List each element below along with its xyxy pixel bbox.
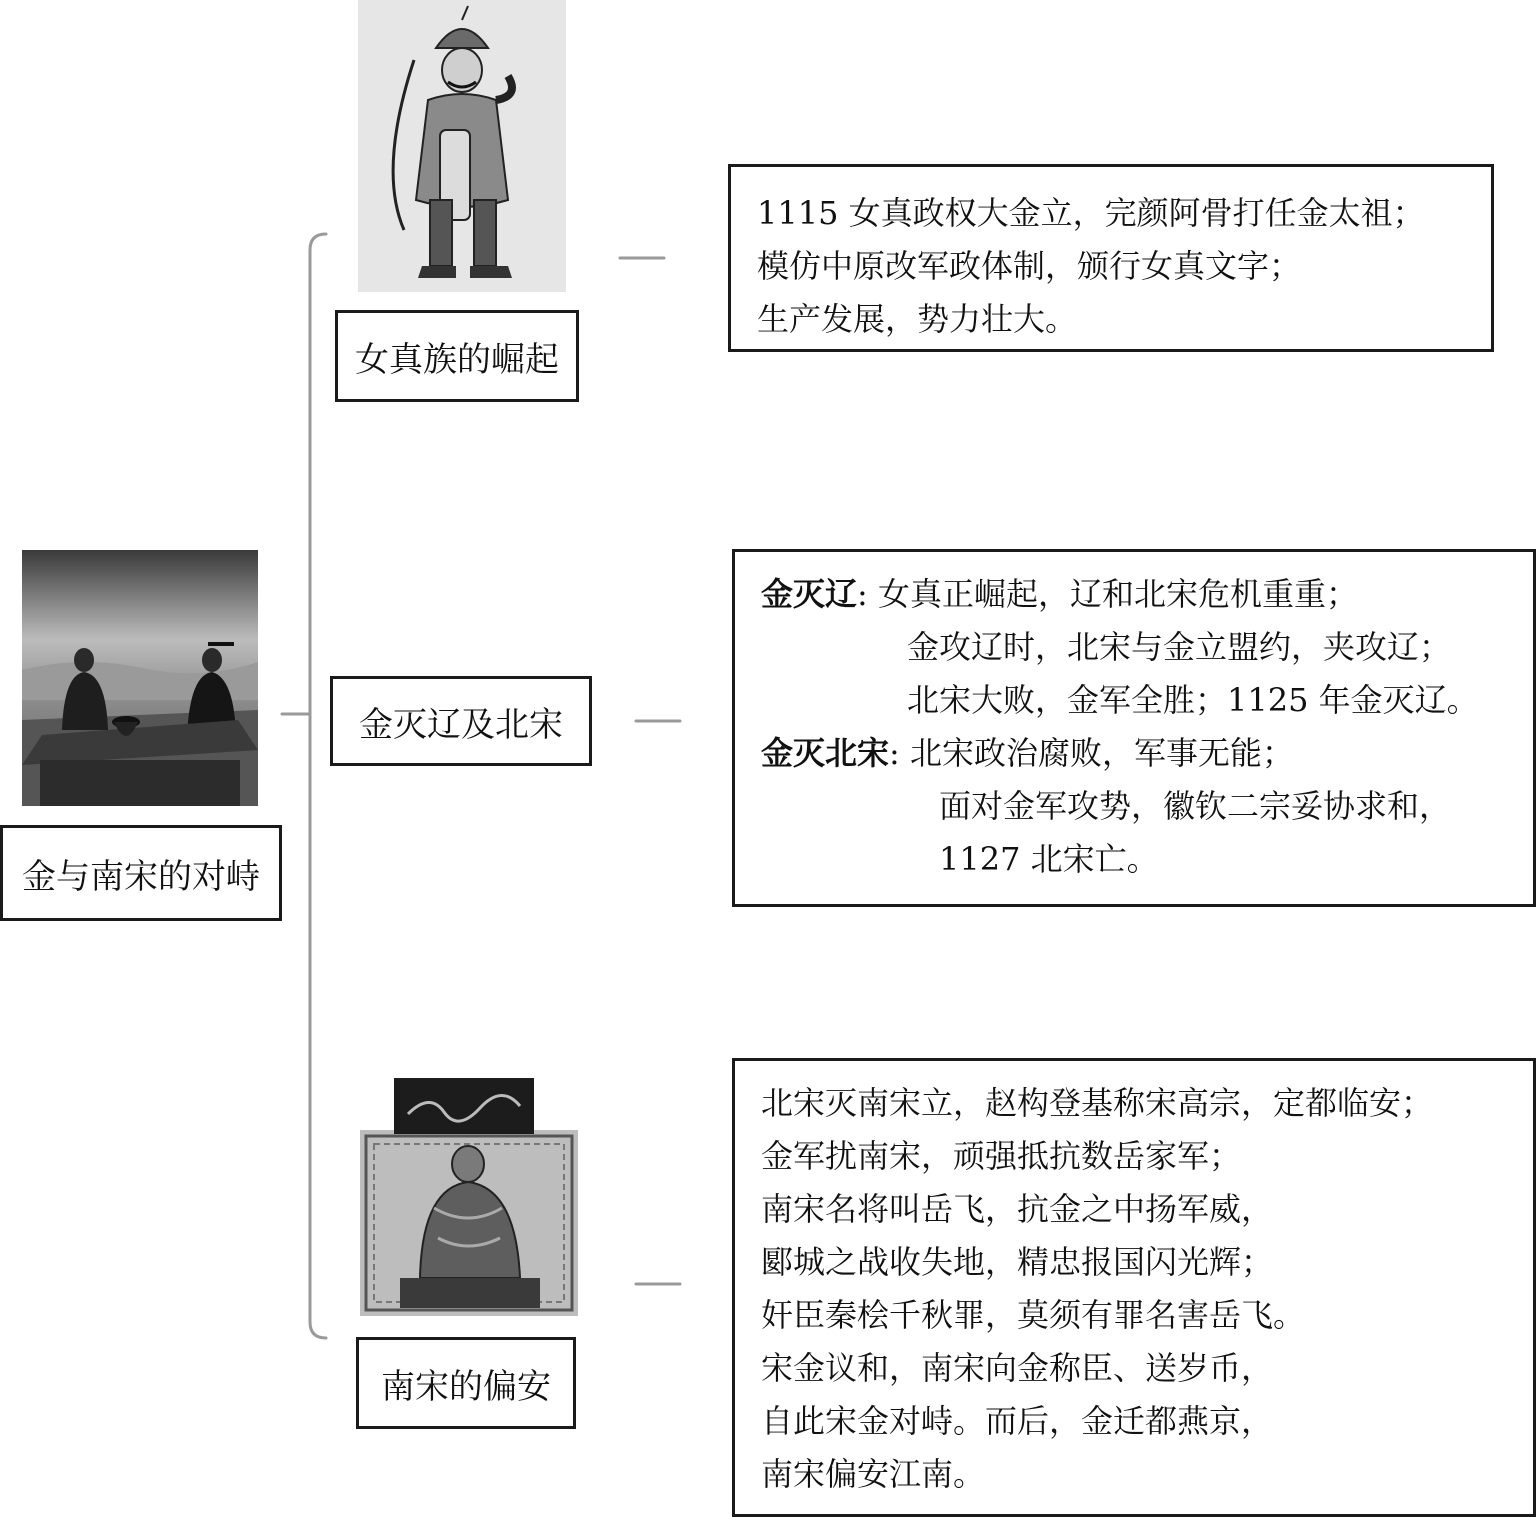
branch-jin-destroys-liao-song <box>330 676 592 766</box>
content-box-jurchen-rise <box>728 164 1494 352</box>
section-separator: : <box>889 734 900 772</box>
root-illustration <box>22 550 258 806</box>
branch-label: 南宋的偏安 <box>381 1366 551 1407</box>
content-line: 金攻辽时，北宋与金立盟约，夹攻辽； <box>907 628 1452 666</box>
section-heading: 金灭辽 <box>761 575 858 613</box>
yue-fei-statue-icon <box>360 1078 578 1316</box>
content-line: 女真正崛起，辽和北宋危机重重； <box>877 575 1358 613</box>
content-line: 金军扰南宋，顽强抵抗数岳家军； <box>761 1137 1242 1175</box>
content-line: 自此宋金对峙。而后，金迁都燕京， <box>761 1402 1274 1440</box>
content-line: 郾城之战收失地，精忠报国闪光辉； <box>761 1243 1274 1281</box>
content-box-southern-song <box>732 1058 1536 1517</box>
section-separator: : <box>857 575 868 613</box>
content-line: 1115 女真政权大金立，完颜阿骨打任金太祖； <box>757 194 1425 232</box>
section-row <box>761 568 1533 621</box>
root-node <box>0 825 282 921</box>
content-line: 宋金议和，南宋向金称臣、送岁币， <box>761 1349 1274 1387</box>
content-line: 南宋名将叫岳飞，抗金之中扬军威， <box>761 1190 1274 1228</box>
bracket-line <box>310 234 326 1338</box>
content-line: 1127 北宋亡。 <box>939 840 1159 878</box>
content-line: 生产发展，势力壮大。 <box>757 300 1078 338</box>
content-box-jin-destroys-liao-song <box>732 549 1536 907</box>
jurchen-warrior-icon <box>358 0 566 292</box>
section-heading: 金灭北宋 <box>761 734 890 772</box>
content-line: 北宋灭南宋立，赵构登基称宋高宗，定都临安； <box>761 1084 1434 1122</box>
content-line: 模仿中原改军政体制，颁行女真文字； <box>757 247 1302 285</box>
content-line: 面对金军攻势，徽钦二宗妥协求和， <box>939 787 1452 825</box>
root-label: 金与南宋的对峙 <box>22 856 260 897</box>
content-line: 奸臣秦桧千秋罪，莫须有罪名害岳飞。 <box>761 1296 1306 1334</box>
section-row <box>761 727 1533 780</box>
content-line: 北宋政治腐败，军事无能； <box>909 734 1294 772</box>
content-line: 北宋大败，金军全胜；1125 年金灭辽。 <box>907 681 1479 719</box>
branch-label: 女真族的崛起 <box>355 339 559 380</box>
branch-label: 金灭辽及北宋 <box>359 704 563 745</box>
branch-jurchen-rise <box>335 310 579 402</box>
content-line: 南宋偏安江南。 <box>761 1455 986 1493</box>
branch-southern-song <box>356 1337 576 1429</box>
